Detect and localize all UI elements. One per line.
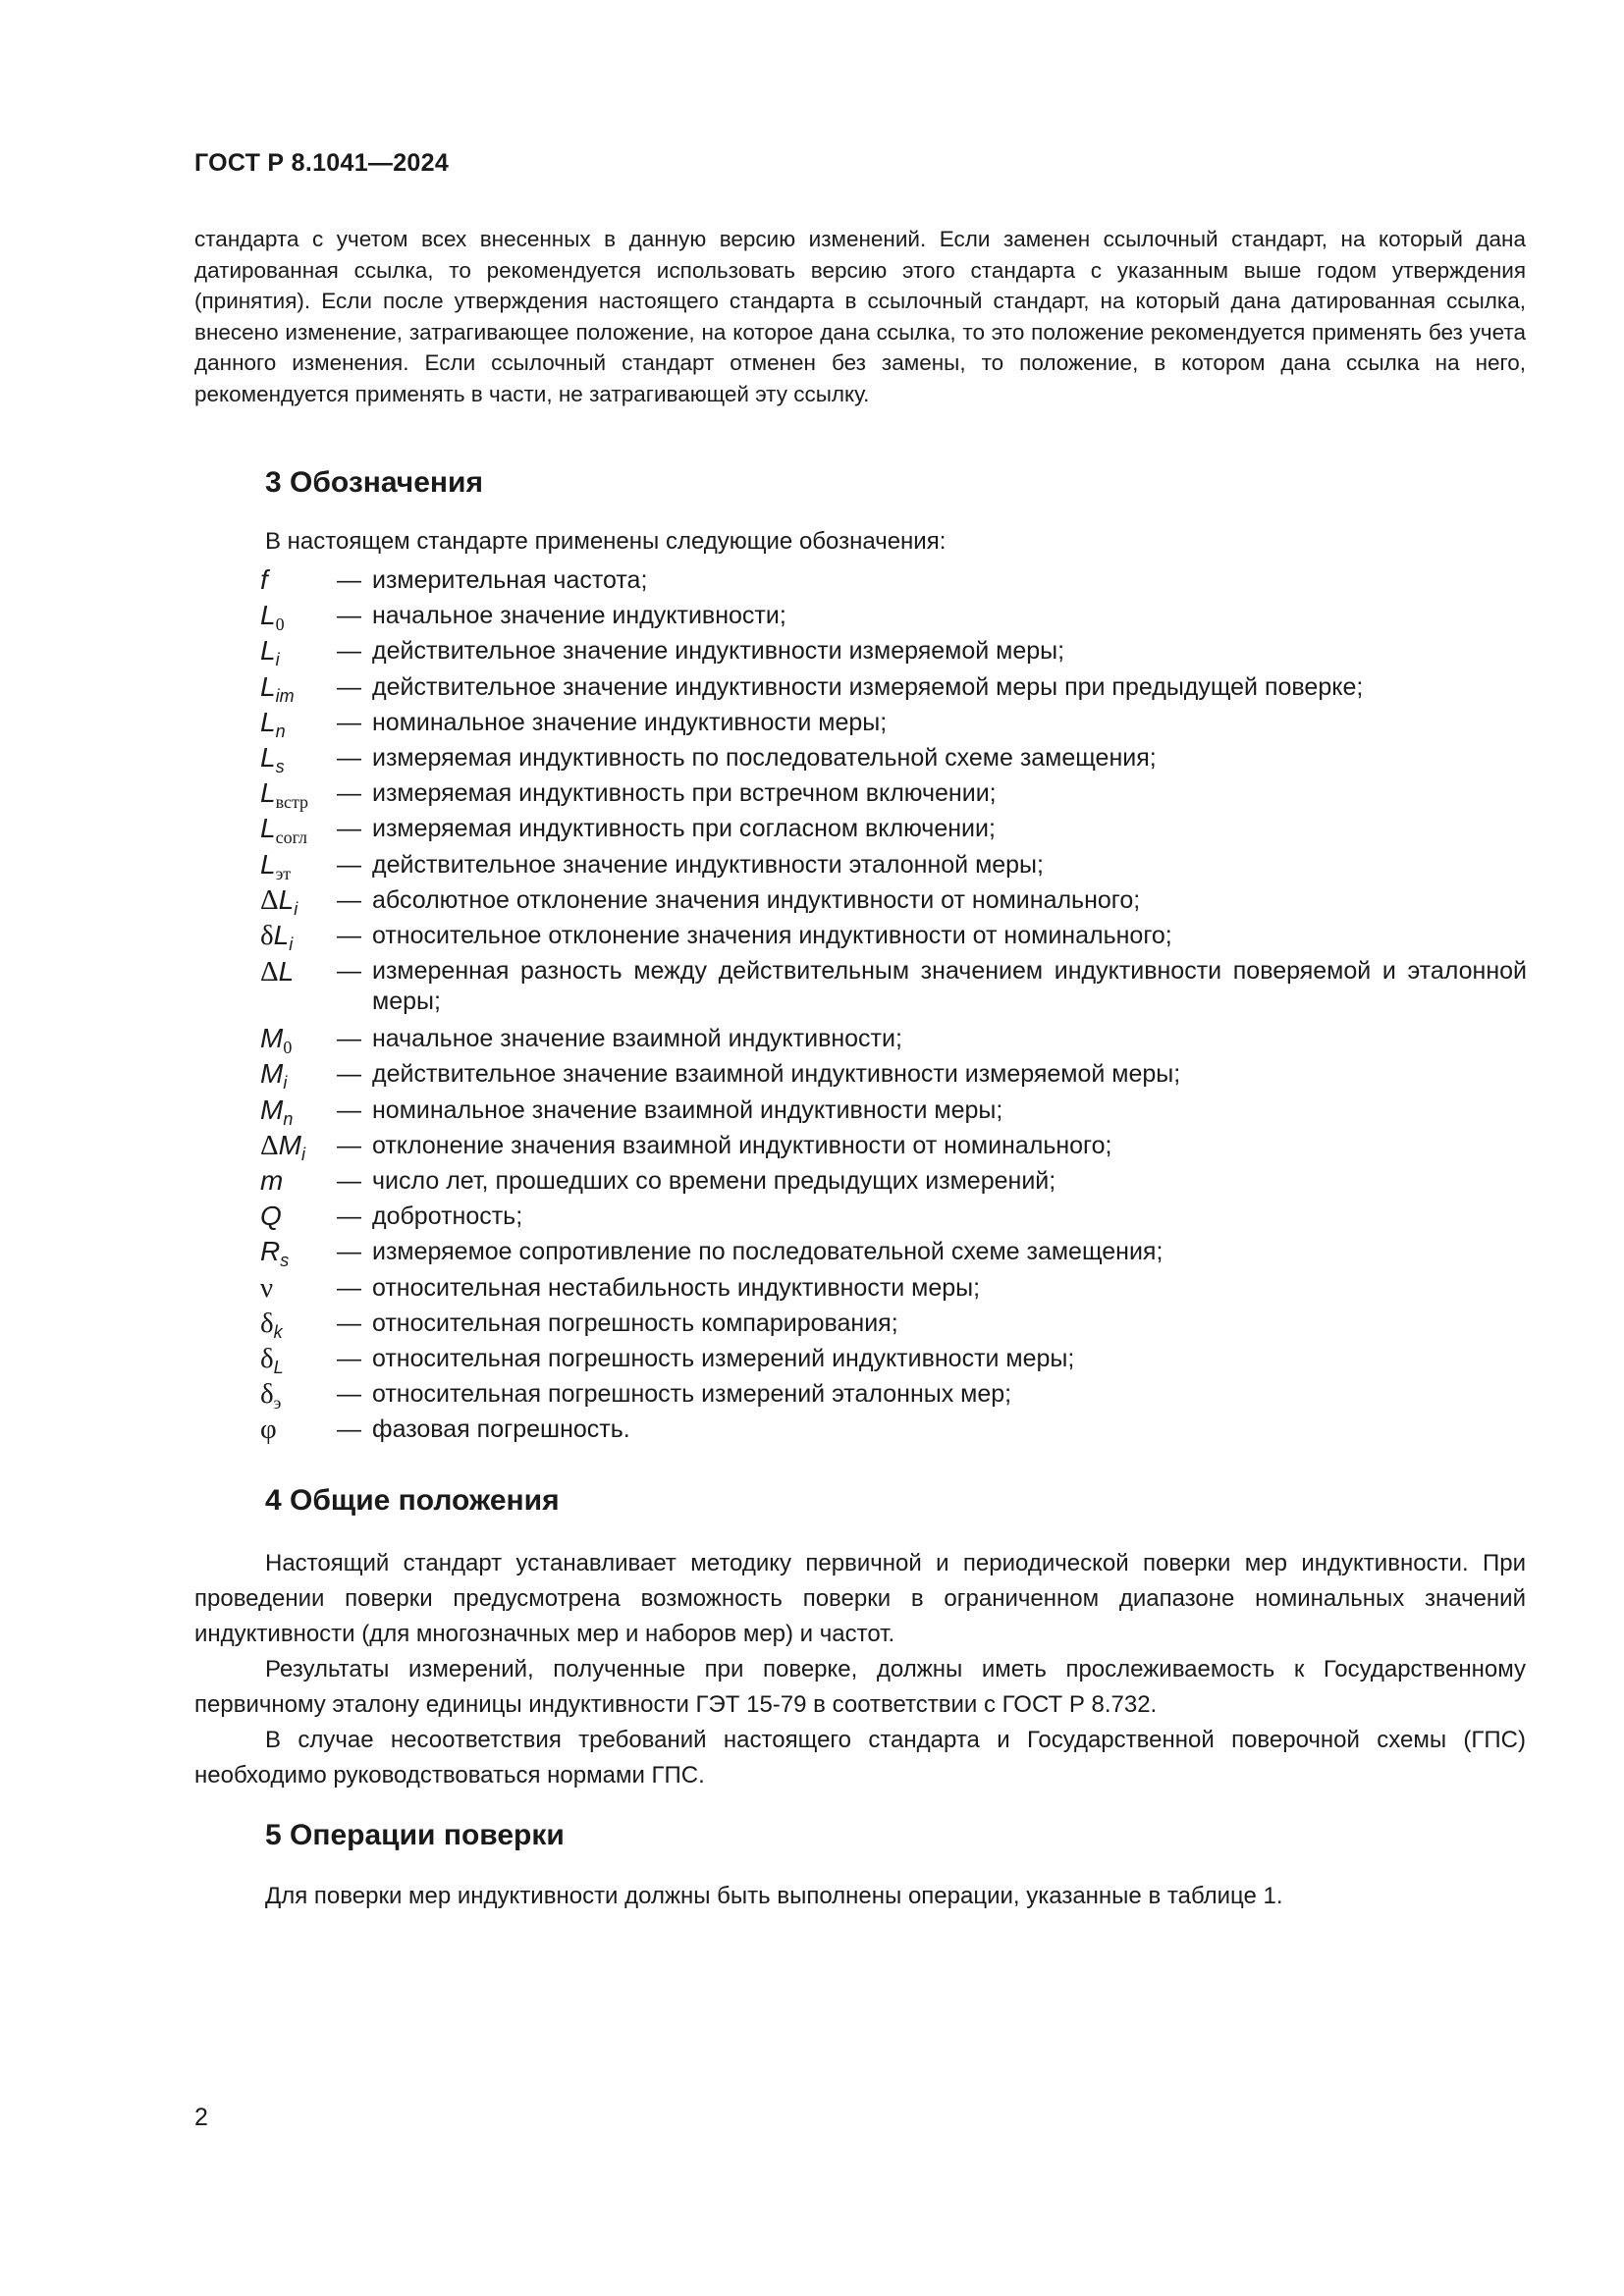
symbol-row — [260, 1270, 1527, 1306]
symbol-base: M — [260, 1094, 284, 1125]
symbol-base: L — [260, 706, 276, 737]
symbol-subscript: im — [275, 685, 295, 706]
symbol-description: начальное значение взаимной индуктивности; — [372, 1025, 902, 1053]
symbol — [260, 1093, 337, 1128]
symbol — [260, 1199, 337, 1234]
symbol-row — [260, 1021, 1527, 1056]
symbol-base: L — [260, 777, 276, 809]
document-header: ГОСТ Р 8.1041—2024 — [194, 149, 450, 177]
symbol-description: добротность; — [372, 1202, 523, 1231]
symbol — [260, 705, 337, 740]
section-4-paragraph: Результаты измерений, полученные при поверке, должны иметь прослеживаемость к Государственному первичному эталону единицы индуктивности ГЭТ 15-79 в соответствии с ГОСТ Р 8.732. — [194, 1656, 1526, 1718]
symbol — [260, 740, 337, 775]
symbol-base: L — [278, 883, 295, 915]
symbol-row — [260, 1306, 1527, 1341]
symbol-row — [260, 811, 1527, 846]
symbol-subscript: i — [294, 898, 298, 919]
symbol-subscript: эт — [275, 863, 292, 883]
symbol-base: L — [260, 670, 276, 702]
symbol-description: абсолютное отклонение значения индуктивности от номинального; — [372, 885, 1141, 914]
symbol-subscript: n — [283, 1108, 294, 1129]
symbol-row — [260, 1128, 1527, 1163]
symbol-description: начальное значение индуктивности; — [372, 602, 786, 630]
section-5-title: 5 Операции поверки — [265, 1819, 565, 1851]
symbol-subscript: 0 — [275, 614, 285, 635]
intro-paragraph: стандарта с учетом всех внесенных в данную версию изменений. Если заменен ссылочный стандарт, на который дана датированная ссылка, то рекомендуется использовать версию этого стандарта с указанным выше годом утверждения (принятия). Если после утверждения настоящего стандарта в ссылочный стандарт, на который дана датированная ссылка, внесено изменение, затрагивающее положение, на которое дана ссылка, то это положение рекомендуется применять без учета данного изменения. Если ссылочный стандарт отменен без замены, то положение, в котором дана ссылка на него, рекомендуется применять в части, не затрагивающей эту ссылку. — [194, 227, 1526, 406]
em-dash: — — [337, 815, 361, 843]
symbol-description: действительное значение индуктивности измеряемой меры; — [372, 637, 1065, 666]
symbol-subscript: i — [275, 650, 280, 670]
symbol — [260, 1270, 337, 1306]
symbol-base: R — [260, 1236, 281, 1267]
symbol-base: Q — [260, 1201, 282, 1232]
symbol-row — [260, 1056, 1527, 1092]
symbol-base: m — [260, 1165, 284, 1197]
symbol-description: относительная погрешность компарирования; — [372, 1308, 898, 1337]
symbol-base: M — [260, 1058, 284, 1090]
symbol-subscript: э — [273, 1393, 282, 1414]
symbol-base: M — [260, 1023, 284, 1054]
symbol — [260, 918, 337, 953]
symbol-row — [260, 1093, 1527, 1128]
symbols-list — [260, 562, 1527, 1448]
symbol-prefix: δ — [260, 920, 274, 952]
symbol — [260, 1412, 337, 1447]
symbol-subscript: i — [300, 1144, 305, 1164]
symbol-row — [260, 1199, 1527, 1234]
em-dash: — — [337, 850, 361, 879]
symbol-description: измеряемая индуктивность при согласном включении; — [372, 815, 996, 843]
symbol-description: отклонение значения взаимной индуктивности от номинального; — [372, 1131, 1112, 1159]
em-dash: — — [337, 708, 361, 736]
em-dash: — — [337, 957, 361, 986]
symbol-base: L — [260, 635, 276, 667]
em-dash: — — [337, 1131, 361, 1159]
symbol-row — [260, 562, 1527, 598]
symbol-row — [260, 598, 1527, 633]
symbol-base: L — [260, 813, 276, 844]
symbol-subscript: L — [273, 1358, 284, 1378]
symbol — [260, 882, 337, 918]
symbol-description: число лет, прошедших со времени предыдущих измерений; — [372, 1167, 1056, 1196]
symbol-row — [260, 1376, 1527, 1412]
symbol — [260, 1021, 337, 1056]
symbol — [260, 847, 337, 882]
symbol — [260, 811, 337, 846]
symbol — [260, 1163, 337, 1199]
em-dash: — — [337, 744, 361, 773]
symbol-row — [260, 882, 1527, 918]
symbol-subscript: встр — [275, 792, 309, 813]
symbol-row — [260, 918, 1527, 953]
symbol-description: фазовая погрешность. — [372, 1415, 630, 1444]
symbol-base: L — [260, 600, 276, 631]
symbol-description: измеряемая индуктивность при встречном включении; — [372, 779, 997, 808]
symbol-description: действительное значение индуктивности эталонной меры; — [372, 850, 1044, 879]
symbol-row — [260, 1341, 1527, 1376]
section-5-lead: Для поверки мер индуктивности должны быть выполнены операции, указанные в таблице 1. — [265, 1883, 1283, 1909]
section-4-paragraph: В случае несоответствия требований настоящего стандарта и Государственной поверочной схемы (ГПС) необходимо руководствоваться нормами ГПС. — [194, 1727, 1526, 1789]
symbol — [260, 1128, 337, 1163]
em-dash: — — [337, 1025, 361, 1053]
symbol-base: δ — [260, 1378, 274, 1411]
em-dash: — — [337, 1095, 361, 1124]
symbol — [260, 1056, 337, 1092]
symbol-description: действительное значение взаимной индуктивности измеряемой меры; — [372, 1060, 1181, 1089]
symbol-row — [260, 705, 1527, 740]
symbol-description: относительное отклонение значения индуктивности от номинального; — [372, 922, 1172, 950]
symbol-description: измеряемая индуктивность по последовательной схеме замещения; — [372, 744, 1157, 773]
em-dash: — — [337, 1345, 361, 1373]
symbol-subscript: n — [275, 721, 286, 741]
symbol-description: относительная нестабильность индуктивности меры; — [372, 1273, 981, 1302]
em-dash: — — [337, 885, 361, 914]
symbol-subscript: 0 — [283, 1038, 293, 1058]
em-dash: — — [337, 602, 361, 630]
section-3-title: 3 Обозначения — [265, 466, 483, 499]
section-3-lead: В настоящем стандарте применены следующие обозначения: — [265, 528, 947, 555]
symbol-description: номинальное значение индуктивности меры; — [372, 708, 888, 736]
symbol — [260, 562, 337, 598]
symbol-row — [260, 775, 1527, 811]
symbol-row — [260, 740, 1527, 775]
symbol-base: ν — [260, 1271, 274, 1304]
symbol-subscript: k — [273, 1321, 283, 1342]
symbol-base: L — [260, 848, 276, 880]
symbol-row — [260, 953, 1527, 1021]
symbol-description: относительная погрешность измерений индуктивности меры; — [372, 1345, 1075, 1373]
em-dash: — — [337, 1060, 361, 1089]
em-dash: — — [337, 1238, 361, 1266]
em-dash: — — [337, 566, 361, 594]
symbol-base: δ — [260, 1343, 274, 1375]
symbol-subscript: i — [283, 1073, 288, 1094]
em-dash: — — [337, 1308, 361, 1337]
symbol-base: L — [278, 956, 295, 988]
symbol-base: M — [278, 1129, 301, 1160]
symbol-description: измеренная разность между действительным значением индуктивности поверяемой и эталонной меры; — [372, 957, 1527, 1016]
section-4-title: 4 Общие положения — [265, 1484, 560, 1517]
symbol-subscript: s — [280, 1251, 290, 1271]
symbol-subscript: i — [289, 934, 294, 955]
em-dash: — — [337, 1167, 361, 1196]
symbol-prefix: Δ — [260, 956, 279, 988]
symbol-description: действительное значение индуктивности измеряемой меры при предыдущей поверке; — [372, 672, 1364, 701]
symbol-row — [260, 669, 1527, 705]
section-4-paragraph: Настоящий стандарт устанавливает методику первичной и периодической поверки мер индуктивности. При проведении поверки предусмотрена возможность поверки в ограниченном диапазоне номинальных значений индуктивности (для многозначных мер и наборов мер) и частот. — [194, 1550, 1526, 1647]
symbol — [260, 1376, 337, 1412]
symbol-description: номинальное значение взаимной индуктивности меры; — [372, 1095, 1003, 1124]
symbol-subscript: s — [275, 757, 285, 777]
symbol — [260, 669, 337, 705]
symbol-base: f — [260, 564, 268, 595]
symbol — [260, 598, 337, 633]
symbol-base: L — [260, 742, 276, 774]
symbol-base: φ — [260, 1414, 277, 1446]
symbol-prefix: Δ — [260, 1129, 279, 1161]
symbol-row — [260, 1163, 1527, 1199]
em-dash: — — [337, 1202, 361, 1231]
symbol-row — [260, 847, 1527, 882]
symbol-description: измеряемое сопротивление по последовательной схеме замещения; — [372, 1238, 1164, 1266]
symbol — [260, 775, 337, 811]
section-4-body — [194, 1546, 1526, 1793]
symbol-description: относительная погрешность измерений эталонных мер; — [372, 1380, 1012, 1409]
symbol — [260, 1341, 337, 1376]
symbol-row — [260, 633, 1527, 668]
em-dash: — — [337, 637, 361, 666]
em-dash: — — [337, 779, 361, 808]
symbol — [260, 1306, 337, 1341]
symbol-description: измерительная частота; — [372, 566, 648, 594]
symbol — [260, 1234, 337, 1269]
em-dash: — — [337, 922, 361, 950]
em-dash: — — [337, 1273, 361, 1302]
em-dash: — — [337, 1380, 361, 1409]
symbol-base: L — [273, 920, 290, 951]
symbol-prefix: Δ — [260, 883, 279, 916]
symbol-base: δ — [260, 1307, 274, 1339]
em-dash: — — [337, 1415, 361, 1444]
symbol-subscript: согл — [275, 828, 308, 848]
em-dash: — — [337, 672, 361, 701]
symbol — [260, 956, 337, 988]
page-number: 2 — [194, 2104, 208, 2131]
symbol-row — [260, 1412, 1527, 1447]
symbol-row — [260, 1234, 1527, 1269]
symbol — [260, 633, 337, 668]
